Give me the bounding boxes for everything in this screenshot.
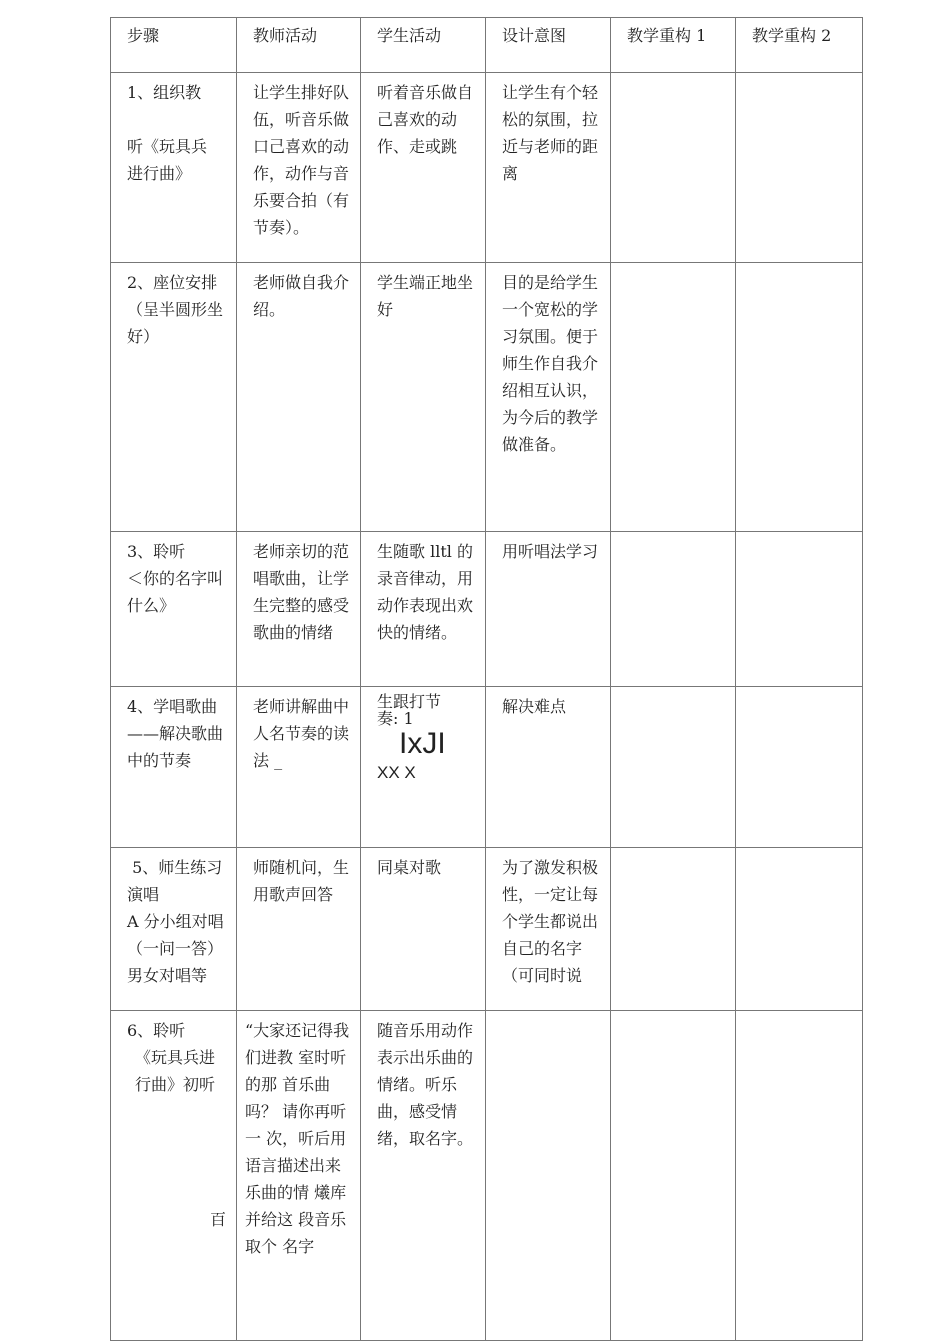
restructure-2-cell (736, 532, 863, 687)
design-intent-cell: 解决难点 (486, 687, 611, 848)
design-intent-cell: 让学生有个轻松的氛围，拉近与老师的距离 (486, 73, 611, 263)
step-line: 听《玩具兵 (127, 137, 208, 156)
step-line: 3、聆听 (127, 542, 186, 561)
table-row (111, 848, 863, 1011)
step-cell (111, 1011, 237, 1341)
restructure-1-cell (611, 263, 736, 532)
rhythm-caption: 奏: 1 (377, 709, 414, 728)
teacher-activity-cell: 师随机问，生用歌声回答 (237, 848, 361, 1011)
restructure-1-cell (611, 532, 736, 687)
step-line: 行曲》初听 (135, 1075, 216, 1094)
step-cell: 2、座位安排（呈半圆形坐好） (111, 263, 237, 532)
teacher-activity-cell: “大家还记得我们进教 室时听的那 首乐曲吗？ 请你再听一 次，听后用 语言描述出来乐曲的情 爔库并给这 段音乐取个 名字 (237, 1011, 361, 1341)
header-design-intent: 设计意图 (486, 18, 611, 73)
step-line: 1、组织教 (127, 83, 202, 102)
step-cell: 4、学唱歌曲——解决歌曲中的节奏 (111, 687, 237, 848)
step-cell (111, 532, 237, 687)
table-row (111, 73, 863, 263)
spacer (127, 1098, 230, 1206)
student-activity-cell (361, 687, 486, 848)
table-row (111, 687, 863, 848)
student-activity-cell: 学生端正地坐好 (361, 263, 486, 532)
header-teacher-activity: 教师活动 (237, 18, 361, 73)
restructure-2-cell (736, 263, 863, 532)
teacher-activity-cell: 老师亲切的范唱歌曲，让学生完整的感受歌曲的情绪 (237, 532, 361, 687)
rhythm-notation: IxJI (399, 727, 446, 760)
header-restructure-1: 教学重构 1 (611, 18, 736, 73)
lesson-plan-table (110, 17, 863, 1341)
teacher-activity-cell: 老师讲解曲中人名节奏的读法 _ (237, 687, 361, 848)
restructure-2-cell (736, 848, 863, 1011)
step-line: ＜你的名字叫什么》 (127, 569, 224, 615)
step-line: 5、师生练习演唱 (127, 858, 223, 904)
design-intent-cell: 用听唱法学习 (486, 532, 611, 687)
student-activity-cell: 生随歌 lltl 的录音律动，用动作表现出欢快的情绪。 (361, 532, 486, 687)
student-activity-cell: 听着音乐做自己喜欢的动作、走或跳 (361, 73, 486, 263)
stray-character: 百 (209, 1210, 226, 1229)
teacher-activity-cell: 让学生排好队伍，听音乐做口己喜欢的动作，动作与音乐要合拍（有节奏）。 (237, 73, 361, 263)
step-line: 6、聆听 (127, 1021, 186, 1040)
table-row (111, 1011, 863, 1341)
step-cell (111, 73, 237, 263)
restructure-1-cell (611, 1011, 736, 1341)
student-activity-cell: 随音乐用动作表示出乐曲的情绪。听乐曲，感受情绪，取名字。 (361, 1011, 486, 1341)
design-intent-cell: 为了激发积极性，一定让每个学生都说出自己的名字（可同时说 (486, 848, 611, 1011)
table-header-row (111, 18, 863, 73)
restructure-2-cell (736, 1011, 863, 1341)
header-step: 步骤 (111, 18, 237, 73)
restructure-1-cell (611, 73, 736, 263)
rhythm-notation-small: XX X (377, 763, 416, 782)
student-activity-cell: 同桌对歌 (361, 848, 486, 1011)
step-line: 《玩具兵进 (135, 1048, 216, 1067)
step-line (127, 106, 230, 133)
header-restructure-2: 教学重构 2 (736, 18, 863, 73)
restructure-1-cell (611, 687, 736, 848)
restructure-2-cell (736, 687, 863, 848)
step-cell (111, 848, 237, 1011)
table-row (111, 532, 863, 687)
rhythm-caption: 生跟打节 (377, 692, 442, 711)
restructure-2-cell (736, 73, 863, 263)
restructure-1-cell (611, 848, 736, 1011)
step-line: 进行曲》 (127, 164, 192, 183)
teacher-activity-cell: 老师做自我介绍。 (237, 263, 361, 532)
design-intent-cell (486, 1011, 611, 1341)
step-line: A 分小组对唱（一问一答）男女对唱等 (127, 912, 224, 985)
header-student-activity: 学生活动 (361, 18, 486, 73)
table-row (111, 263, 863, 532)
design-intent-cell: 目的是给学生一个宽松的学习氛围。便于师生作自我介绍相互认识，为今后的教学做准备。 (486, 263, 611, 532)
